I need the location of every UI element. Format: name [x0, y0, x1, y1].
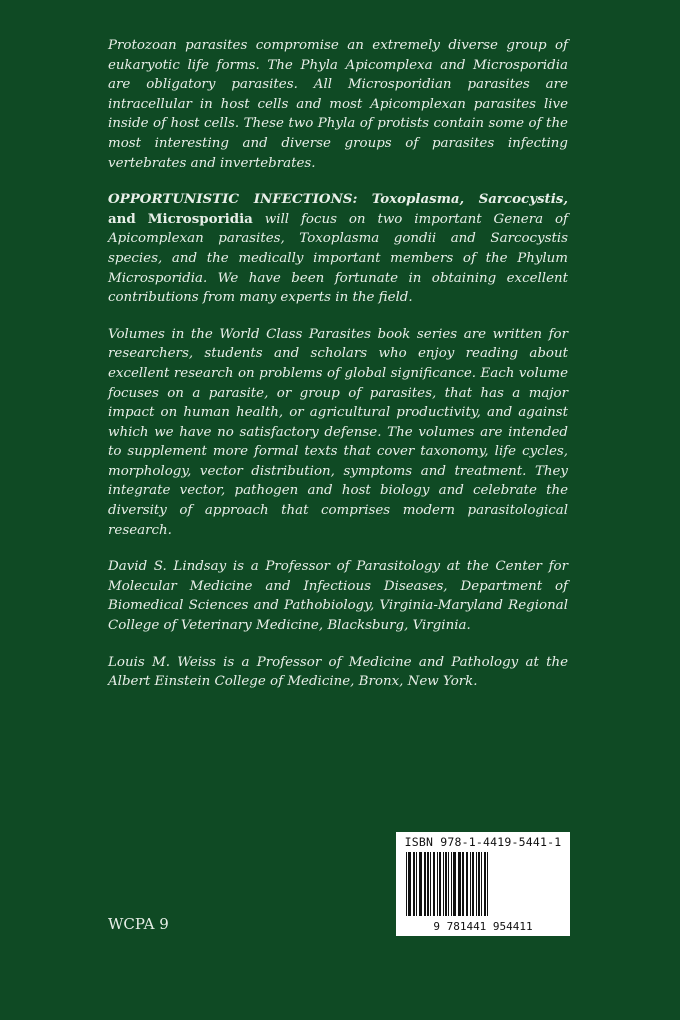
barcode-bar — [487, 852, 488, 916]
isbn-barcode — [396, 832, 570, 936]
title-toxoplasma: Toxoplasma, — [371, 191, 465, 208]
volume-title: OPPORTUNISTIC INFECTIONS: — [108, 191, 358, 208]
barcode-bar — [451, 852, 452, 916]
series-paragraph: Volumes in the World Class Parasites book series are written for researchers, students and scholars who enjoy reading about excellent research on problems of global significance. Each volume focuses on a parasite, or group of parasites, that has a major impact on human health, or agricultural productivity, and against which we have no satisfactory defense. The volumes are intended to supplement more formal texts that cover taxonomy, life cycles, morphology, vector distribution, symptoms and treatment. They integrate vector, pathogen and host biology and celebrate the diversity of approach that comprises modern parasitological research. — [108, 326, 568, 538]
barcode-bar — [481, 852, 482, 916]
title-microsporidia: Microsporidia — [147, 210, 253, 227]
volume-description: will focus on two important Genera of Apicomplexan parasites, Toxoplasma gondii and Sarcocystis species, and the medically important members of the Phylum Microsporidia. We have been fortunate in obtaining excellent contributions from many experts in the field. — [108, 211, 568, 306]
title-and: and — [108, 210, 136, 227]
barcode-bar — [406, 852, 407, 916]
barcode-bar — [416, 852, 417, 916]
volume-paragraph — [108, 190, 568, 308]
barcode-bar — [466, 852, 468, 916]
barcode-bar — [478, 852, 480, 916]
barcode-bars — [404, 852, 562, 920]
barcode-bar — [413, 852, 415, 916]
barcode-bar — [419, 852, 422, 916]
barcode-bar — [437, 852, 438, 916]
barcode-bar — [476, 852, 477, 916]
barcode-bar — [443, 852, 444, 916]
barcode-bar — [430, 852, 431, 916]
barcode-bar — [484, 852, 486, 916]
barcode-bar — [433, 852, 435, 916]
series-code: WCPA 9 — [108, 915, 169, 933]
isbn-label: ISBN 978-1-4419-5441-1 — [404, 835, 562, 849]
author-weiss-bio: Louis M. Weiss is a Professor of Medicine and Pathology at the Albert Einstein College of Medicine, Bronx, New York. — [108, 654, 568, 690]
back-cover-description — [108, 36, 568, 709]
title-sarcocystis: Sarcocystis, — [478, 191, 568, 208]
barcode-bar — [472, 852, 474, 916]
barcode-bar — [424, 852, 426, 916]
barcode-bar — [470, 852, 471, 916]
barcode-bar — [445, 852, 447, 916]
intro-paragraph: Protozoan parasites compromise an extremely diverse group of eukaryotic life forms. The Phyla Apicomplexa and Microsporidia are obligatory parasites. All Microsporidian parasites are intracellular in host cells and most Apicomplexan parasites live inside of host cells. These two Phyla of protists contain some of the most interesting and diverse groups of parasites infecting vertebrates and invertebrates. — [108, 38, 568, 171]
barcode-bar — [408, 852, 411, 916]
barcode-bar — [462, 852, 464, 916]
barcode-bar — [427, 852, 429, 916]
barcode-bar — [453, 852, 456, 916]
author-lindsay-bio: David S. Lindsay is a Professor of Parasitology at the Center for Molecular Medicine and Infectious Diseases, Department of Biomedical Sciences and Pathobiology, Virginia-Maryland Regional College of Veterinary Medicine, Blacksburg, Virginia. — [108, 559, 568, 634]
barcode-bar — [448, 852, 449, 916]
isbn-digits: 9 781441 954411 — [433, 920, 533, 933]
barcode-bar — [439, 852, 441, 916]
barcode-bar — [458, 852, 461, 916]
